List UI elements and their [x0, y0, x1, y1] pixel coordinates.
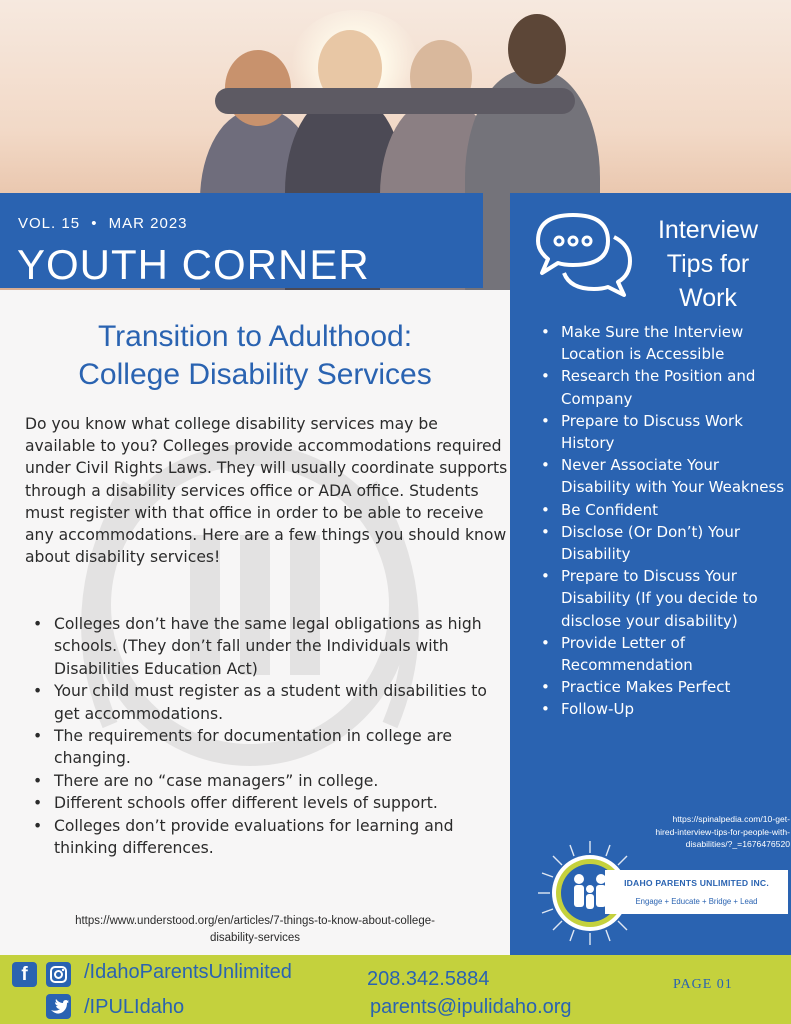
- volume-label: VOL. 15: [18, 215, 81, 232]
- phone-number[interactable]: 208.342.5884: [367, 968, 490, 990]
- facebook-icon[interactable]: f: [12, 962, 37, 987]
- article-source-link[interactable]: [0, 913, 510, 947]
- list-item: • Different schools offer different levels of support.: [25, 792, 495, 814]
- sidebar-title-line-1: Interview: [657, 216, 759, 244]
- list-item: • Colleges don’t have the same legal obligations as high schools. (They don’t fall under the Individuals with Disabilities Education Act): [25, 613, 495, 680]
- sidebar-title: [628, 213, 788, 315]
- issue-line: [18, 215, 194, 232]
- person-head: [508, 14, 566, 84]
- headline-line-2: College Disability Services: [78, 358, 432, 391]
- list-item: • Practice Makes Perfect: [532, 676, 788, 698]
- list-item: • Colleges don’t provide evaluations for learning and thinking differences.: [25, 815, 495, 860]
- linked-arms: [215, 88, 575, 114]
- list-item: • The requirements for documentation in college are changing.: [25, 725, 495, 770]
- list-item: • Prepare to Discuss Your Disability (If you decide to disclose your disability): [532, 565, 788, 632]
- list-item: • Be Confident: [532, 499, 788, 521]
- main-article: [0, 290, 510, 955]
- newsletter-title: YOUTH CORNER: [17, 241, 370, 288]
- list-item: • Provide Letter of Recommendation: [532, 632, 788, 676]
- source-url-line1: https://www.understood.org/en/articles/7-things-to-know-about-college-: [75, 915, 435, 927]
- sidebar-title-line-2: Tips for: [666, 250, 750, 278]
- instagram-icon[interactable]: [46, 962, 71, 987]
- list-item: • Follow-Up: [532, 698, 788, 720]
- issue-separator: •: [91, 215, 98, 232]
- issue-date: MAR 2023: [108, 215, 188, 232]
- facebook-handle[interactable]: /IdahoParentsUnlimited: [84, 961, 292, 983]
- page-number: PAGE 01: [673, 977, 733, 992]
- list-item: • Prepare to Discuss Work History: [532, 410, 788, 454]
- list-item: • Research the Position and Company: [532, 365, 788, 409]
- twitter-icon[interactable]: [46, 994, 71, 1019]
- article-headline: [0, 318, 510, 394]
- sidebar-title-line-3: Work: [679, 284, 737, 312]
- email-address[interactable]: parents@ipulidaho.org: [370, 996, 572, 1018]
- twitter-bird-glyph: [46, 994, 71, 1019]
- logo-organization-name: IDAHO PARENTS UNLIMITED INC.: [624, 878, 769, 888]
- list-item: • There are no “case managers” in college.: [25, 770, 495, 792]
- contact-footer: [0, 955, 791, 1024]
- headline-line-1: Transition to Adulthood:: [97, 320, 413, 353]
- sidebar-source-url: https://spinalpedia.com/10-get- hired-interview-tips-for-people-with- disabilities/?_=1676476520: [655, 814, 790, 849]
- list-item: • Your child must register as a student with disabilities to get accommodations.: [25, 680, 495, 725]
- intro-paragraph: Do you know what college disability services may be available to you? Colleges provide accommodations required under Civil Rights Laws. They will usually coordinate supports through a disability services office or ADA office. Students must register with that office in order to be able to receive any accommodations. Here are a few things you should know about disability services!: [25, 415, 508, 567]
- chat-bubbles-icon: [528, 203, 638, 298]
- title-banner: [0, 193, 483, 288]
- logo-text-card: [605, 870, 788, 914]
- logo-tagline: Engage + Educate + Bridge + Lead: [635, 897, 758, 906]
- tips-list: [532, 321, 788, 721]
- ipul-logo: [510, 833, 791, 955]
- source-url-line2: disability-services: [209, 932, 301, 944]
- article-bullet-list: [25, 613, 495, 859]
- list-item: • Make Sure the Interview Location is Accessible: [532, 321, 788, 365]
- list-item: • Disclose (Or Don’t) Your Disability: [532, 521, 788, 565]
- interview-tips-sidebar: [510, 193, 791, 955]
- instagram-glyph: [46, 962, 71, 987]
- twitter-handle[interactable]: /IPULIdaho: [84, 996, 185, 1018]
- list-item: • Never Associate Your Disability with Your Weakness: [532, 454, 788, 498]
